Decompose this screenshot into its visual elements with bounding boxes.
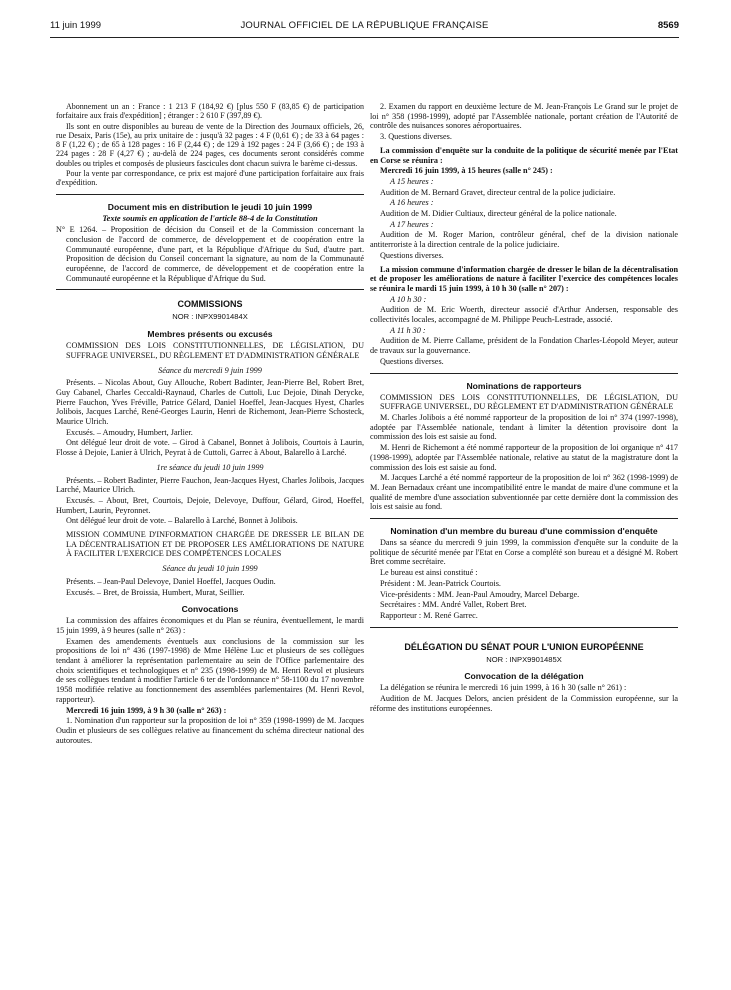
convocation-2-detail: 1. Nomination d'un rapporteur sur la proposition de loi n° 359 (1998-1999) de M. Jacques Oudin et plusieurs de ses collègues relative au financement du schéma directeur national des autoroutes. xyxy=(56,716,364,745)
convocation-1-detail: Examen des amendements éventuels aux conclusions de la commission sur les propositions de loi n° 436 (1997-1998) de Mme Hélène Luc et plusieurs de ses collègues tendant à améliorer la représentation parlementaire au sein de l'Office parlementaire des choix scientifiques et technologiques et n° 235 (1998-1999) de M. Henri Revol et plusieurs de ses collègues tendant à modifier l'article 6 ter de l'ordonnance n° 58-1100 du 17 novembre 1958 modifiée relative au fonctionnement des assemblées parlementaires (M. Henri Revol, rapporteur). xyxy=(56,636,364,704)
presents-1: Présents. – Nicolas About, Guy Allouche, Robert Badinter, Jean-Pierre Bel, Robert Bret, Guy Cabanel, Charles Ceccaldi-Raynaud, Charles de Cuttoli, Luc Dejoie, Dinah Derycke, Pierre Fauchon, Yves Fréville, Patrice Gélard, Daniel Hoeffel, Jean-Jacques Hyest, Charles Jolibois, Jacques Larché, René-Georges Laurin, Henri de Richemont, Jean-Pierre Schosteck, Maurice Ulrich. xyxy=(56,378,364,427)
header-page-number: 8569 xyxy=(657,20,679,31)
bureau-rapporteur: Rapporteur : M. René Garrec. xyxy=(380,610,478,620)
audition-3: Audition de M. Roger Marion, contrôleur général, chef de la division nationale antiterroriste à la direction centrale de la police judiciaire. xyxy=(370,230,678,250)
delegation-nor: NOR : INPX9901485X xyxy=(486,654,562,664)
divider xyxy=(370,373,678,374)
convocation-2: Mercredi 16 juin 1999, à 9 h 30 (salle n° 263) : xyxy=(66,705,227,715)
nomination-2: M. Henri de Richemont a été nommé rapporteur de la proposition de loi organique n° 417 (1998-1999), adoptée par l'Assemblée nationale, relative au statut de la magistrature dont la commission des lois est saisie au fond. xyxy=(370,443,678,472)
nomination-3: M. Jacques Larché a été nommé rapporteur de la proposition de loi n° 362 (1998-1999) de M. Jean Bernadaux créant une incompatibilité entre le mandat de maire d'une commune et la qualité de membre d'une association subventionnée par cette dernière dont la commission des lois est saisie au fond. xyxy=(370,473,678,512)
correspondance-text: Pour la vente par correspondance, ce prix est majoré d'une participation forfaitaire aux frais d'expédition. xyxy=(56,169,364,188)
questions-diverses-2: Questions diverses. xyxy=(380,250,444,260)
mission-commune-heading: MISSION COMMUNE D'INFORMATION CHARGÉE DE DRESSER LE BILAN DE LA DÉCENTRALISATION ET DE PROPOSER LES AMÉLIORATIONS DE NATURE À FACILITER L'EXERCICE DES COMPÉTENCES LOCALES xyxy=(66,530,364,559)
page-header xyxy=(50,20,679,34)
bureau-ainsi: Le bureau est ainsi constitué : xyxy=(380,568,478,578)
audition-4: Audition de M. Eric Woerth, directeur associé d'Arthur Andersen, responsable des collectivités locales, accompagné de M. Philippe Peuch-Lestrade, associé. xyxy=(370,305,678,325)
bureau-title: Nomination d'un membre du bureau d'une commission d'enquête xyxy=(390,526,658,537)
document-title: Document mis en distribution le jeudi 10 juin 1999 xyxy=(107,201,313,212)
excuses-1: Excusés. – Amoudry, Humbert, Jarlier. xyxy=(66,427,193,437)
audition-1: Audition de M. Bernard Gravet, directeur central de la police judiciaire. xyxy=(380,187,616,197)
time-10h30: A 10 h 30 : xyxy=(390,294,427,304)
abonnement-text: Abonnement un an : France : 1 213 F (184,92 €) [plus 550 F (83,85 €) de participation forfaitaire aux frais d'expédition] ; étranger : 2 610 F (397,89 €). xyxy=(56,102,364,121)
commissions-nor: NOR : INPX9901484X xyxy=(172,312,248,322)
seance-1: Séance du mercredi 9 juin 1999 xyxy=(158,365,262,375)
divider xyxy=(370,627,678,628)
divider xyxy=(56,194,364,195)
convocation-1: La commission des affaires économiques et du Plan se réunira, éventuellement, le mardi 15 juin 1999, à 9 heures (salle n° 263) : xyxy=(56,616,364,635)
nominations-commission-heading: COMMISSION DES LOIS CONSTITUTIONNELLES, DE LÉGISLATION, DU SUFFRAGE UNIVERSEL, DU RÈGLEMENT ET D'ADMINISTRATION GÉNÉRALE xyxy=(380,392,678,412)
time-15h: A 15 heures : xyxy=(390,176,434,186)
questions-diverses-1: 3. Questions diverses. xyxy=(380,132,452,142)
examen-2: 2. Examen du rapport en deuxième lecture de M. Jean-François Le Grand sur le projet de loi n° 358 (1998-1999), adopté par l'Assemblée nationale, portant création de l'Autorité de contrôle des nuisances sonores aéroportuaires. xyxy=(370,102,678,131)
delegation-text: La délégation se réunira le mercredi 16 juin 1999, à 16 h 30 (salle n° 261) : xyxy=(380,683,627,693)
audition-5: Audition de M. Pierre Callame, président de la Fondation Charles-Léopold Meyer, auteur de travaux sur la gouvernance. xyxy=(370,336,678,356)
delegation-audition: Audition de M. Jacques Delors, ancien président de la Commission européenne, sur la réforme des institutions européennes. xyxy=(370,694,678,713)
convocations-title: Convocations xyxy=(181,604,239,615)
header-journal-title: JOURNAL OFFICIEL DE LA RÉPUBLIQUE FRANÇAISE xyxy=(240,20,489,31)
nomination-1: M. Charles Jolibois a été nommé rapporteur de la proposition de loi n° 374 (1997-1998), adoptée par l'Assemblée nationale, tendant à limiter la détention provisoire dont la commission des lois est saisie au fond. xyxy=(370,412,678,442)
bureau-text: Dans sa séance du mercredi 9 juin 1999, la commission d'enquête sur la conduite de la politique de sécurité menée par l'Etat en Corse a complété son bureau et a désigné M. Robert Bret comme secrétaire. xyxy=(370,538,678,567)
enquete-date: Mercredi 16 juin 1999, à 15 heures (salle n° 245) : xyxy=(380,166,553,176)
questions-diverses-3: Questions diverses. xyxy=(380,356,444,366)
divider xyxy=(56,289,364,290)
commissions-title: COMMISSIONS xyxy=(177,299,243,310)
time-17h: A 17 heures : xyxy=(390,219,434,229)
excuses-3: Excusés. – Bret, de Broissia, Humbert, Murat, Seillier. xyxy=(66,587,245,597)
bureau-secretaires: Secrétaires : MM. André Vallet, Robert Bret. xyxy=(380,600,527,610)
seance-2: 1re séance du jeudi 10 juin 1999 xyxy=(156,462,264,472)
divider xyxy=(370,518,678,519)
left-column xyxy=(56,102,364,746)
commission-lois-heading: COMMISSION DES LOIS CONSTITUTIONNELLES, DE LÉGISLATION, DU SUFFRAGE UNIVERSEL, DU RÈGLEMENT ET D'ADMINISTRATION GÉNÉRALE xyxy=(66,341,364,360)
bureau-president: Président : M. Jean-Patrick Courtois. xyxy=(380,578,501,588)
enquete-intro: La commission d'enquête sur la conduite de la politique de sécurité menée par l'Etat en Corse se réunira : xyxy=(370,145,678,165)
header-rule xyxy=(50,37,679,38)
delegue-1: Ont délégué leur droit de vote. – Girod à Cabanel, Bonnet à Jolibois, Courtois à Laurin, Flosse à Dejoie, Lanier à Ulrich, Peyrat à de Cuttoli, Garrec à About, Balarello à Larché. xyxy=(56,438,364,458)
bureau-vice-presidents: Vice-présidents : MM. Jean-Paul Amoudry, Marcel Debarge. xyxy=(380,589,580,599)
vente-text: Ils sont en outre disponibles au bureau de vente de la Direction des Journaux officiels, 26, rue Desaix, Paris (15e), au prix unitaire de : jusqu'à 32 pages : 4 F (0,61 €) ; de 33 à 64 pages : 8 F (1,22 €) ; de 65 à 128 pages : 16 F (2,44 €) ; de 129 à 192 pages : 24 F (3,66 €) ; de 193 à 224 pages : 28 F (4,27 €) ; au-delà de 224 pages, ces documents seront considérés comme doubles ou triples et composés de plusieurs fascicules dont chacun suivra le barème ci-dessus. xyxy=(56,121,364,168)
presents-3: Présents. – Jean-Paul Delevoye, Daniel Hoeffel, Jacques Oudin. xyxy=(66,576,276,586)
header-date: 11 juin 1999 xyxy=(50,20,102,31)
membres-title: Membres présents ou excusés xyxy=(147,329,273,340)
right-column xyxy=(370,102,678,714)
audition-2: Audition de M. Didier Cultiaux, directeur général de la police nationale. xyxy=(380,209,617,219)
mission-intro: La mission commune d'information chargée de dresser le bilan de la décentralisation et de proposer les améliorations de nature à faciliter l'exercice des compétences locales se réunira le mardi 15 juin 1999, à 10 h 30 (salle n° 207) : xyxy=(370,264,678,293)
time-11h30: A 11 h 30 : xyxy=(390,325,426,335)
delegue-2: Ont délégué leur droit de vote. – Balarello à Larché, Bonnet à Jolibois. xyxy=(66,516,298,526)
convocation-delegation-title: Convocation de la délégation xyxy=(464,671,584,682)
seance-3: Séance du jeudi 10 juin 1999 xyxy=(162,564,258,574)
presents-2: Présents. – Robert Badinter, Pierre Fauchon, Jean-Jacques Hyest, Charles Jolibois, Jacques Larché, Maurice Ulrich. xyxy=(56,475,364,495)
document-item: N° E 1264. – Proposition de décision du Conseil et de la Commission concernant la conclusion de l'accord de commerce, de développement et de coopération entre la Communauté européenne, d'une part, et la République d'Afrique du Sud, d'autre part. Proposition de décision du Conseil concernant la signature, au nom de la Communauté européenne, de l'accord de commerce, de développement et de coopération entre la Communauté européenne et la République d'Afrique du Sud. xyxy=(56,225,364,283)
nominations-title: Nominations de rapporteurs xyxy=(466,380,582,391)
excuses-2: Excusés. – About, Bret, Courtois, Dejoie, Delevoye, Duffour, Gélard, Girod, Hoeffel, Humbert, Laurin, Peyronnet. xyxy=(56,495,364,515)
delegation-title: DÉLÉGATION DU SÉNAT POUR L'UNION EUROPÉENNE xyxy=(404,641,644,652)
time-16h: A 16 heures : xyxy=(390,198,434,208)
document-subtitle: Texte soumis en application de l'article 88-4 de la Constitution xyxy=(102,213,318,223)
